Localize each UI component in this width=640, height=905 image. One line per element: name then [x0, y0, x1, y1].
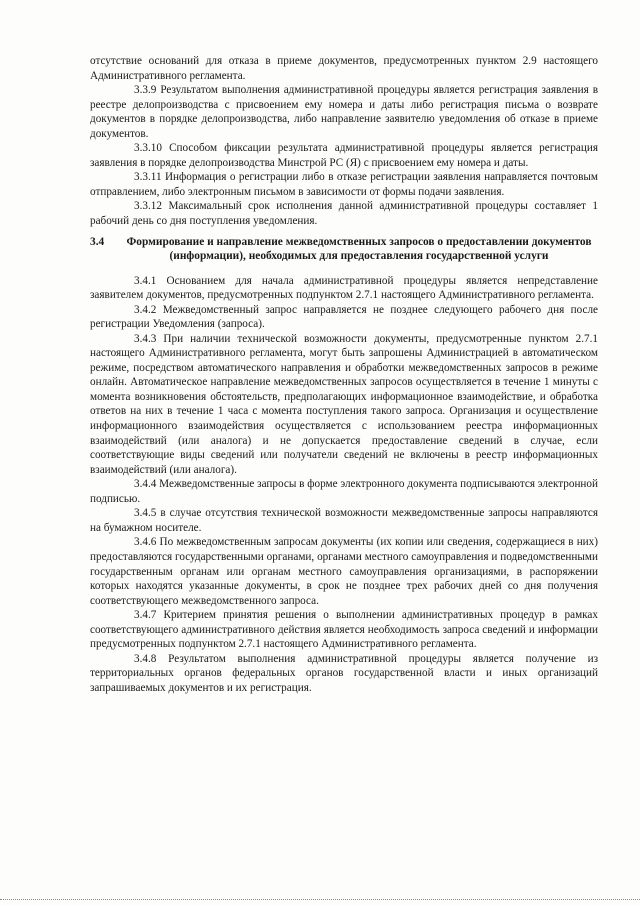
paragraph-3-4-8: 3.4.8 Результатом выполнения административной процедуры является получение из территориальных органов федеральных органов государственной власти и иных организаций запрашиваемых документов и их регистрация.	[90, 652, 598, 694]
paragraph-3-4-6: 3.4.6 По межведомственным запросам документы (их копии или сведения, содержащиеся в них) предоставляются государственными органами, органами местного самоуправления и подведомственными государственным органам или органам местного самоуправления организациями, в распоряжении которых находятся указанные документы, в срок не позднее трех рабочих дней со дня получения соответствующего межведомственного запроса.	[90, 536, 598, 607]
paragraph-3-4-2: 3.4.2 Межведомственный запрос направляется не позднее следующего рабочего дня после регистрации Уведомления (запроса).	[90, 303, 598, 331]
paragraph-3-3-10: 3.3.10 Способом фиксации результата административной процедуры является регистрация заявления в порядке делопроизводства Минстрой РС (Я) с присвоением ему номера и даты.	[90, 142, 598, 169]
paragraph-3-4-1: 3.4.1 Основанием для начала административной процедуры является непредставление заявителем документов, предусмотренных подпунктом 2.7.1 настоящего Административного регламента.	[90, 274, 598, 302]
paragraph-3-4-7: 3.4.7 Критерием принятия решения о выполнении административных процедур в рамках соответствующего административного действия является необходимость запроса сведений и информации предусмотренных подпунктом 2.7.1 настоящего Административного регламента.	[90, 609, 598, 651]
page-edge-rule	[0, 899, 640, 901]
paragraph-3-4-3: 3.4.3 При наличии технической возможности документы, предусмотренные пунктом 2.7.1 настоящего Административного регламента, могут быть запрошены Администрацией в автоматическом режиме, посредством автоматического направления и обработки межведомственных запросов в режиме онлайн. Автоматическое направление межведомственных запросов осуществляется в течение 1 минуты с момента возникновения обстоятельств, предполагающих информационное взаимодействие, и обработка ответов на них в течение 1 часа с момента поступления такого запроса. Организация и осуществление информационного взаимодействия осуществляется с использованием реестра информационных взаимодействий (или аналога) и не допускается предоставление сведений в случае, если соответствующие виды сведений или получатели сведений не включены в реестр информационных взаимодействий (или аналога).	[90, 332, 598, 476]
document-body	[90, 54, 598, 695]
paragraph-3-4-4: 3.4.4 Межведомственные запросы в форме электронного документа подписываются электронной подписью.	[90, 478, 598, 505]
paragraph-3-3-11: 3.3.11 Информация о регистрации либо в отказе регистрации заявления направляется почтовым отправлением, либо электронным письмом в зависимости от формы подачи заявления.	[90, 171, 598, 198]
paragraph-3-3-9: 3.3.9 Результатом выполнения административной процедуры является регистрация заявления в реестре делопроизводства с присвоением ему номера и даты либо регистрация письма о возврате документов в порядке делопроизводства, либо направление заявителю уведомления об отказе в приеме документов.	[90, 84, 598, 140]
paragraph-3-3-12: 3.3.12 Максимальный срок исполнения данной административной процедуры составляет 1 рабочий день со дня поступления уведомления.	[90, 200, 598, 228]
section-number: 3.4	[90, 235, 105, 248]
paragraph: отсутствие оснований для отказа в приеме документов, предусмотренных пунктом 2.9 настоящего Административного регламента.	[90, 55, 598, 82]
section-heading	[90, 235, 598, 264]
paragraph-3-4-5: 3.4.5 в случае отсутствия технической возможности межведомственные запросы направляются на бумажном носителе.	[90, 507, 598, 534]
section-title: Формирование и направление межведомственных запросов о предоставлении документов (информации), необходимых для предоставления государственной услуги	[126, 235, 592, 263]
